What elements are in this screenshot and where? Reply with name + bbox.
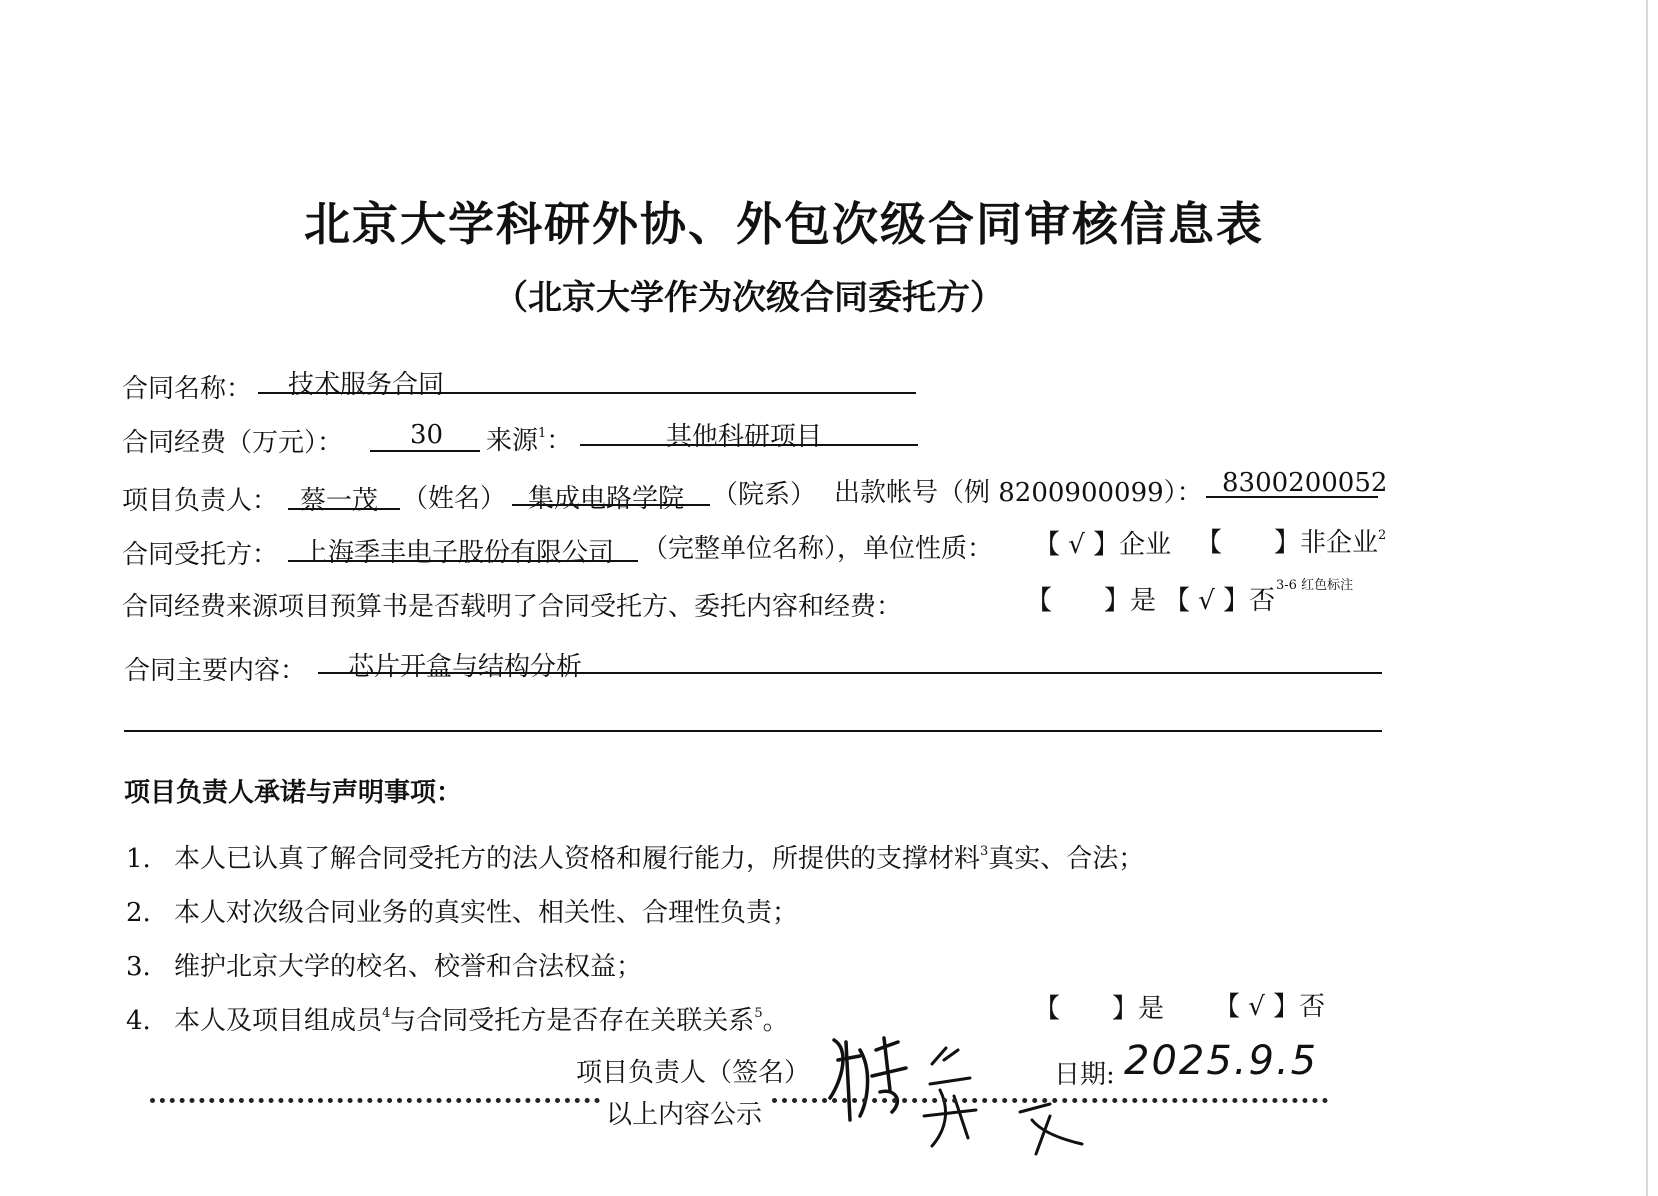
dotted-separator-right [772, 1098, 1328, 1103]
dotted-separator-left [150, 1098, 600, 1103]
content-label: 合同主要内容： [124, 656, 307, 686]
enterprise-checkbox[interactable]: 【 √ 】企业 [1034, 530, 1172, 560]
date-label: 日期: [1054, 1060, 1115, 1090]
source-value: 其他科研项目 [666, 422, 823, 452]
budget-question: 合同经费来源项目预算书是否载明了合同受托方、委托内容和经费： [122, 592, 903, 622]
trustee-label: 合同受托方： [122, 540, 279, 570]
dept-underline [512, 504, 710, 506]
form-subtitle: （北京大学作为次级合同委托方） [494, 278, 1004, 318]
contract-name-label: 合同名称： [122, 374, 253, 404]
commitments-heading: 项目负责人承诺与声明事项： [124, 778, 463, 808]
account-underline [1206, 496, 1378, 498]
content-underline [318, 672, 1382, 674]
signature-label: 项目负责人（签名） [576, 1058, 811, 1088]
non-enterprise-checkbox[interactable]: 【 】非企业$^2$ [1196, 528, 1387, 558]
fee-label: 合同经费（万元）： [122, 428, 344, 458]
commitment-item-1: 1. 本人已认真了解合同受托方的法人资格和履行能力，所提供的支撑材料$^3$真实、合法； [126, 844, 1145, 874]
trustee-value: 上海季丰电子股份有限公司 [302, 538, 615, 568]
trustee-hint: （完整单位名称），单位性质： [642, 534, 994, 564]
fee-underline [370, 450, 480, 452]
budget-yes-checkbox[interactable]: 【 】是 [1026, 586, 1157, 616]
publicity-label: 以上内容公示 [602, 1094, 766, 1131]
leader-value: 蔡一茂 [300, 486, 379, 516]
page-edge [1646, 0, 1648, 1196]
account-label: 出款帐号（例 8200900099）： [834, 478, 1203, 508]
contract-name-underline [258, 392, 916, 394]
name-hint: （姓名） [402, 484, 507, 514]
dept-value: 集成电路学院 [528, 484, 685, 514]
form-title: 北京大学科研外协、外包次级合同审核信息表 [304, 197, 1264, 251]
related-no-checkbox[interactable]: 【 √ 】否 [1214, 992, 1326, 1022]
commitment-item-3: 3. 维护北京大学的校名、校誉和合法权益； [126, 952, 643, 982]
contract-name-value: 技术服务合同 [288, 370, 445, 400]
source-label: 来源$^1$： [486, 426, 573, 456]
commitment-item-4: 4. 本人及项目组成员$^4$与合同受托方是否存在关联关系$^5$。 [126, 1006, 789, 1036]
trustee-underline [288, 560, 638, 562]
content-value: 芯片开盒与结构分析 [348, 652, 583, 682]
dept-hint: （院系） [712, 480, 817, 510]
signature-date: 2025.9.5 [1124, 1038, 1319, 1084]
budget-note: 3-6 红色标注 [1276, 578, 1354, 593]
content-underline-2 [124, 730, 1382, 732]
source-underline [580, 444, 918, 446]
fee-value: 30 [410, 420, 444, 450]
leader-underline [288, 508, 400, 510]
account-value: 8300200052 [1222, 468, 1388, 498]
commitment-item-2: 2. 本人对次级合同业务的真实性、相关性、合理性负责； [126, 898, 799, 928]
related-yes-checkbox[interactable]: 【 】是 [1034, 994, 1165, 1024]
leader-label: 项目负责人： [122, 486, 279, 516]
budget-no-checkbox[interactable]: 【 √ 】否 [1164, 586, 1276, 616]
